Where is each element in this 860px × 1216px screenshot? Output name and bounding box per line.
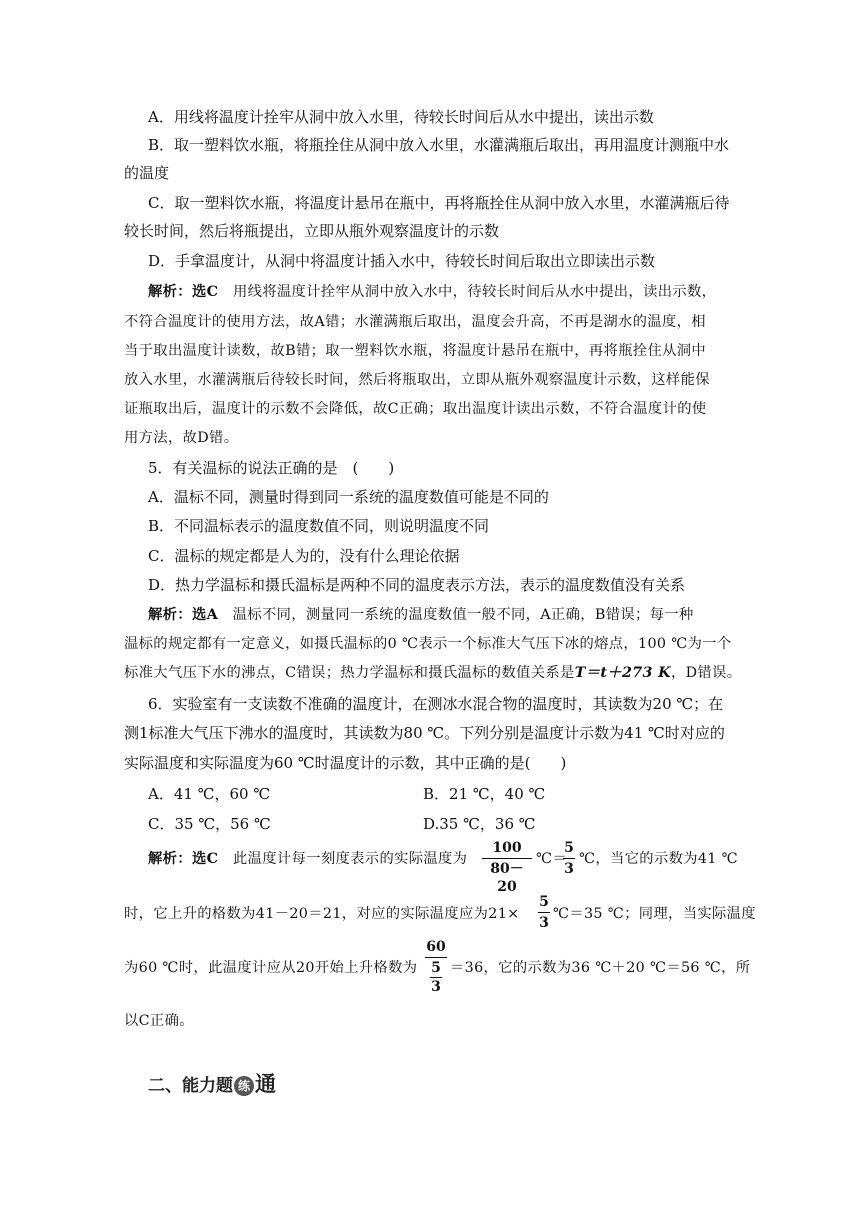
fraction-100-over-60: [482, 839, 532, 896]
q5-option-a: A．温标不同，测量时得到同一系统的温度数值可能是不同的: [148, 488, 549, 506]
q6-solution-text-1b: ℃＝: [536, 851, 567, 867]
q6-solution-text-1a: 此温度计每一刻度表示的实际温度为: [218, 851, 468, 867]
q6-option-b: B．21 ℃，40 ℃: [423, 785, 546, 803]
q4-solution-line-5: 证瓶取出后，温度计的示数不会降低，故C正确；取出温度计读出示数，不符合温度计的使: [124, 401, 707, 417]
q5-solution-line-2: 温标的规定都有一定意义，如摄氏温标的0 ℃表示一个标准大气压下冰的熔点，100 ℃为一个: [124, 636, 732, 652]
q5-solution-line-1: [148, 605, 694, 625]
q5-formula: T＝t＋273 K: [574, 665, 671, 681]
fraction-numerator: 60: [426, 939, 446, 955]
q6-stem-line-2: 测1标准大气压下沸水的温度时，其读数为80 ℃。下列分别是温度计示数为41 ℃时对应的: [124, 724, 725, 742]
q4-solution-text: 用线将温度计拴牢从洞中放入水中，待较长时间后从水中提出，读出示数，: [218, 284, 717, 300]
q5-solution-text: 温标不同，测量同一系统的温度数值一般不同，A正确，B错误；每一种: [218, 607, 694, 623]
section-heading: [148, 1068, 276, 1098]
q4-option-b: B．取一塑料饮水瓶，将瓶拴住从洞中放入水里，水灌满瓶后取出，再用温度计测瓶中水: [148, 136, 730, 154]
q5-stem: 5．有关温标的说法正确的是 ( ): [148, 459, 395, 477]
q5-solution-text-3a: 标准大气压下水的沸点，C错误；热力学温标和摄氏温标的数值关系是: [124, 665, 575, 681]
q5-solution-label: 解析：选A: [148, 607, 219, 623]
q6-option-a: A．41 ℃，60 ℃: [148, 785, 271, 803]
section-heading-suffix: 通: [255, 1072, 276, 1096]
section-heading-text: 二、能力题: [148, 1076, 233, 1096]
q5-solution-text-3b: ，D错误。: [670, 665, 742, 681]
q4-option-c-cont: 较长时间，然后将瓶提出，立即从瓶外观察温度计的示数: [124, 222, 500, 240]
q6-option-d: D.35 ℃，36 ℃: [423, 815, 536, 833]
fraction-denominator: 3: [564, 861, 574, 877]
fraction-denominator: 3: [539, 915, 549, 931]
q6-solution-text-2b: ℃＝35 ℃；同理，当实际温度: [553, 906, 756, 922]
q6-solution-line-4: 以C正确。: [124, 1013, 194, 1029]
q6-solution-text-3b: ＝36，它的示数为36 ℃＋20 ℃＝56 ℃，所: [450, 960, 751, 976]
fraction-inner-denominator: 3: [431, 979, 441, 995]
fraction-numerator: 100: [492, 840, 522, 856]
q4-option-c: C．取一塑料饮水瓶，将温度计悬吊在瓶中，再将瓶拴住从洞中放入水里，水灌满瓶后待: [148, 194, 730, 212]
practice-badge-icon: 练: [234, 1076, 254, 1096]
q5-option-d: D．热力学温标和摄氏温标是两种不同的温度表示方法，表示的温度数值没有关系: [148, 576, 686, 594]
q4-solution-line-2: 不符合温度计的使用方法，故A错；水灌满瓶后取出，温度会升高，不再是湖水的温度，相: [124, 314, 706, 330]
q4-solution-line-3: 当于取出温度计读数，故B错；取一塑料饮水瓶，将温度计悬吊在瓶中，再将瓶拴住从洞中: [124, 343, 707, 359]
fraction-5-over-3-b: [538, 893, 550, 932]
q4-solution-line-1: [148, 282, 716, 302]
q6-solution-line-1a: [148, 849, 467, 869]
q6-solution-text-2a: 时，它上升的格数为41－20＝21，对应的实际温度应为21×: [124, 906, 520, 922]
complex-fraction-60-over-5-3: [425, 938, 447, 996]
fraction-denominator: 80－20: [490, 861, 524, 895]
q4-solution-label: 解析：选C: [148, 284, 219, 300]
q5-option-c: C．温标的规定都是人为的，没有什么理论依据: [148, 547, 460, 565]
q6-stem-line-3: 实际温度和实际温度为60 ℃时温度计的示数，其中正确的是( ): [124, 754, 567, 772]
q4-option-b-cont: 的温度: [124, 164, 170, 182]
q5-solution-line-3: [124, 663, 741, 683]
q6-solution-label: 解析：选C: [148, 851, 219, 867]
q6-solution-text-3a: 为60 ℃时，此温度计应从20开始上升格数为: [124, 960, 418, 976]
q6-solution-text-1c: ℃，当它的示数为41 ℃: [579, 851, 739, 867]
q6-stem-line-1: 6．实验室有一支读数不准确的温度计，在测冰水混合物的温度时，其读数为20 ℃；在: [148, 695, 724, 713]
q4-solution-line-6: 用方法，故D错。: [124, 430, 239, 446]
q6-option-c: C．35 ℃，56 ℃: [148, 815, 271, 833]
q4-option-d: D．手拿温度计，从洞中将温度计插入水中，待较长时间后取出立即读出示数: [148, 252, 656, 270]
fraction-numerator: 5: [539, 894, 549, 910]
fraction-5-over-3: [563, 839, 575, 878]
q4-solution-line-4: 放入水里，水灌满瓶后待较长时间，然后将瓶取出，立即从瓶外观察温度计示数，这样能保: [124, 372, 710, 388]
q5-option-b: B．不同温标表示的温度数值不同，则说明温度不同: [148, 517, 490, 535]
fraction-numerator: 5: [564, 840, 574, 856]
fraction-inner-numerator: 5: [431, 960, 441, 976]
q4-option-a: A．用线将温度计拴牢从洞中放入水里，待较长时间后从水中提出，读出示数: [148, 108, 654, 126]
